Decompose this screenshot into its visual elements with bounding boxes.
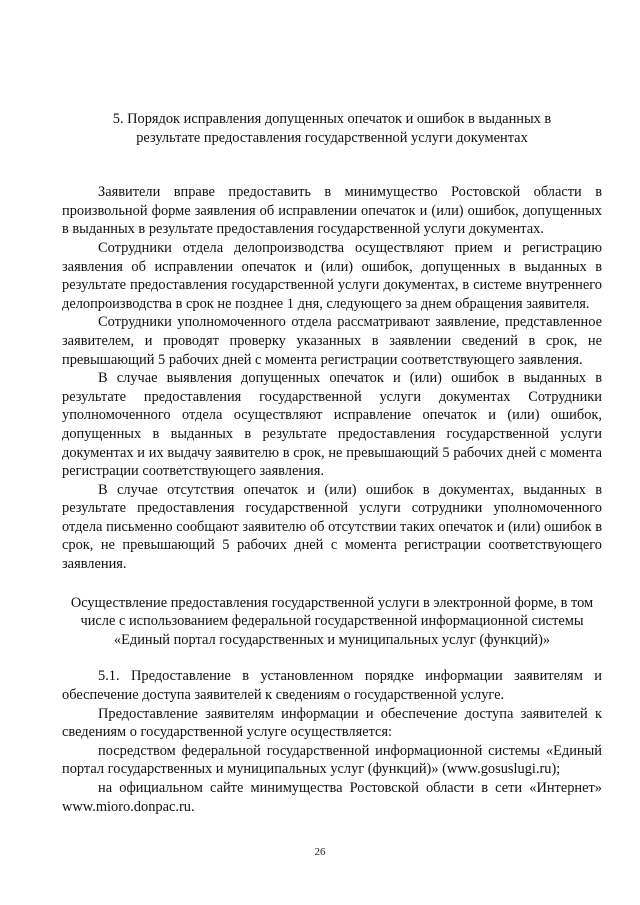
paragraph: Заявители вправе предоставить в минимущество Ростовской области в произвольной форме заявления об исправлении опечаток и (или) ошибок, допущенных в выданных в результате предоставления государственной услуги документах.: [62, 184, 602, 238]
spacer: [62, 649, 602, 667]
spacer: [62, 574, 602, 594]
section-5-heading: 5. Порядок исправления допущенных опечаток и ошибок в выданных в результате предоставления государственной услуги документах: [112, 111, 552, 146]
electronic-section-heading: Осуществление предоставления государственной услуги в электронной форме, в том числе с использованием федеральной государственной информационной системы «Единый портал государственных и муниципальных услуг (функций)»: [70, 594, 594, 648]
paragraph: Предоставление заявителям информации и обеспечение доступа заявителей к сведениям о государственной услуге осуществляется:: [62, 705, 602, 741]
paragraph: Сотрудники уполномоченного отдела рассматривают заявление, представленное заявителем, и проводят проверку указанных в заявлении сведений в срок, не превышающий 5 рабочих дней с момента регистрации соответствующего заявления.: [62, 314, 602, 368]
paragraph: В случае отсутствия опечаток и (или) ошибок в документах, выданных в результате предоставления государственной услуги сотрудники уполномоченного отдела письменно сообщают заявителю об отсутствии таких опечаток и (или) ошибок в срок, не превышающий 5 рабочих дней с момента регистрации соответствующего заявления.: [62, 481, 602, 573]
paragraph: Сотрудники отдела делопроизводства осуществляют прием и регистрацию заявления об исправлении опечаток и (или) ошибок, допущенных в выданных в результате предоставления государственной услуги документах, в системе внутреннего делопроизводства в срок не позднее 1 дня, следующего за днем обращения заявителя.: [62, 239, 602, 312]
spacer: [62, 147, 602, 183]
paragraph: В случае выявления допущенных опечаток и (или) ошибок в выданных в результате предоставления государственной услуги документах Сотрудники уполномоченного отдела осуществляют исправление опечаток и (или) ошибок, допущенных в выданных в результате предоставления государственной услуги документах и их выдачу заявителю в срок, не превышающий 5 рабочих дней с момента регистрации соответствующего заявления.: [62, 370, 602, 480]
paragraph: на официальном сайте минимущества Ростовской области в сети «Интернет» www.mioro.donpac.ru.: [62, 780, 602, 815]
page-number: 26: [314, 846, 326, 858]
document-page: [62, 110, 602, 816]
paragraph: 5.1. Предоставление в установленном порядке информации заявителям и обеспечение доступа заявителей к сведениям о государственной услуге.: [62, 668, 602, 704]
paragraph: посредством федеральной государственной информационной системы «Единый портал государственных и муниципальных услуг (функций)» (www.gosuslugi.ru);: [62, 742, 602, 778]
